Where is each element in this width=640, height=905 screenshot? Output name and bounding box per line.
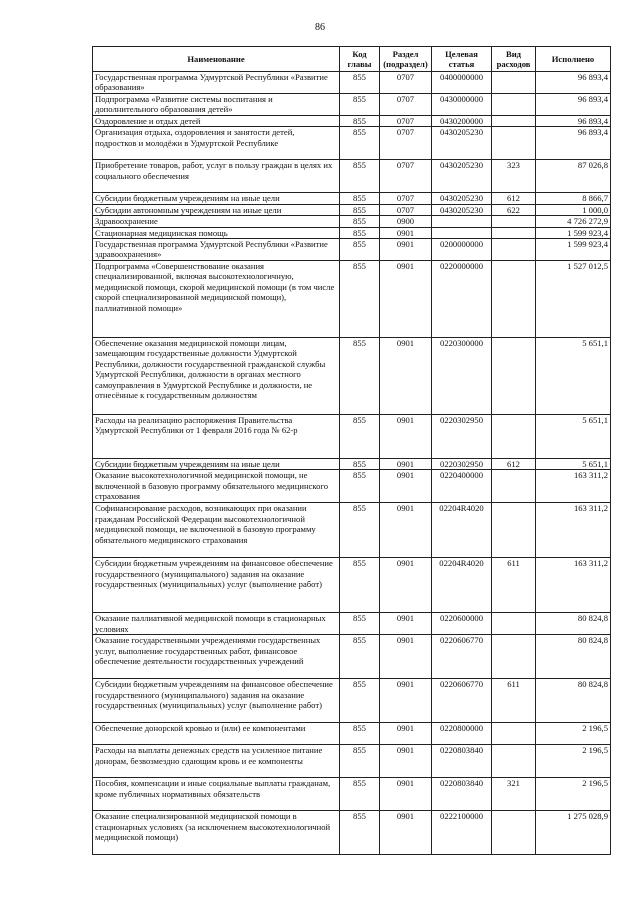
- table-row: [93, 459, 611, 470]
- cell-target: 0430205230: [432, 160, 492, 193]
- cell-section: 0901: [380, 723, 432, 745]
- cell-code: 855: [340, 811, 380, 855]
- cell-name: Оказание высокотехнологичной медицинской помощи, не включенной в базовую программу обязательного медицинского страхования: [93, 470, 340, 503]
- cell-section: 0707: [380, 193, 432, 204]
- cell-name: Государственная программа Удмуртской Республики «Развитие образования»: [93, 72, 340, 94]
- cell-code: 855: [340, 193, 380, 204]
- table-header-row: [93, 47, 611, 72]
- table-row: [93, 227, 611, 238]
- cell-type: [492, 261, 536, 338]
- cell-type: [492, 116, 536, 127]
- cell-exec: 163 311,2: [536, 503, 611, 558]
- cell-target: 0220606770: [432, 635, 492, 679]
- cell-type: [492, 503, 536, 558]
- table-row: [93, 261, 611, 338]
- cell-name: Субсидии бюджетным учреждениям на иные цели: [93, 459, 340, 470]
- cell-type: [492, 811, 536, 855]
- cell-target: 0400000000: [432, 72, 492, 94]
- cell-exec: 96 893,4: [536, 72, 611, 94]
- table-row: [93, 470, 611, 503]
- table-row: [93, 204, 611, 215]
- cell-target: 0430205230: [432, 127, 492, 160]
- cell-target: 0220300000: [432, 338, 492, 415]
- cell-name: Подпрограмма «Развитие системы воспитания и дополнительного образования детей»: [93, 94, 340, 116]
- cell-name: Пособия, компенсации и иные социальные выплаты гражданам, кроме публичных нормативных обязательств: [93, 778, 340, 811]
- budget-table: [92, 46, 611, 855]
- cell-code: 855: [340, 127, 380, 160]
- cell-name: Оказание специализированной медицинской помощи в стационарных условиях (за исключением высокотехнологичной медицинской помощи): [93, 811, 340, 855]
- cell-code: 855: [340, 635, 380, 679]
- header-section: Раздел (подраздел): [380, 47, 432, 72]
- cell-exec: 2 196,5: [536, 723, 611, 745]
- table-row: [93, 679, 611, 723]
- cell-name: Государственная программа Удмуртской Республики «Развитие здравоохранения»: [93, 239, 340, 261]
- cell-name: Обеспечение оказания медицинской помощи лицам, замещающим государственные должности Удмуртской Республики, должности государственной гражданской службы Удмуртской Республики, должности в органах местного самоуправления в Удмуртской Республике и должности, не отнесённые к государственным должностям: [93, 338, 340, 415]
- cell-exec: 96 893,4: [536, 94, 611, 116]
- cell-section: 0901: [380, 635, 432, 679]
- cell-exec: 96 893,4: [536, 127, 611, 160]
- cell-type: [492, 216, 536, 227]
- cell-type: 323: [492, 160, 536, 193]
- cell-section: 0901: [380, 503, 432, 558]
- table-row: [93, 94, 611, 116]
- cell-type: [492, 72, 536, 94]
- cell-target: [432, 227, 492, 238]
- table-row: [93, 160, 611, 193]
- cell-exec: 1 599 923,4: [536, 239, 611, 261]
- cell-section: 0901: [380, 338, 432, 415]
- table-row: [93, 723, 611, 745]
- cell-target: 0220803840: [432, 745, 492, 778]
- table-row: [93, 72, 611, 94]
- cell-target: 02204R4020: [432, 503, 492, 558]
- table-row: [93, 216, 611, 227]
- cell-section: 0901: [380, 227, 432, 238]
- cell-code: 855: [340, 470, 380, 503]
- cell-code: 855: [340, 679, 380, 723]
- cell-code: 855: [340, 239, 380, 261]
- cell-type: [492, 338, 536, 415]
- cell-code: 855: [340, 261, 380, 338]
- cell-section: 0901: [380, 778, 432, 811]
- cell-name: Оказание паллиативной медицинской помощи в стационарных условиях: [93, 613, 340, 635]
- cell-target: 0220600000: [432, 613, 492, 635]
- cell-code: 855: [340, 745, 380, 778]
- table-row: [93, 127, 611, 160]
- cell-section: 0707: [380, 72, 432, 94]
- table-row: [93, 239, 611, 261]
- cell-exec: 5 651,1: [536, 415, 611, 459]
- cell-type: 611: [492, 679, 536, 723]
- cell-code: 855: [340, 216, 380, 227]
- cell-target: 0222100000: [432, 811, 492, 855]
- cell-type: 612: [492, 459, 536, 470]
- table-row: [93, 811, 611, 855]
- cell-name: Стационарная медицинская помощь: [93, 227, 340, 238]
- cell-name: Субсидии бюджетным учреждениям на иные цели: [93, 193, 340, 204]
- cell-exec: 1 000,0: [536, 204, 611, 215]
- cell-section: 0901: [380, 261, 432, 338]
- cell-exec: 1 599 923,4: [536, 227, 611, 238]
- cell-exec: 5 651,1: [536, 459, 611, 470]
- cell-exec: 1 527 012,5: [536, 261, 611, 338]
- page-number: 86: [315, 22, 325, 33]
- cell-target: 0430205230: [432, 204, 492, 215]
- cell-code: 855: [340, 415, 380, 459]
- cell-code: 855: [340, 558, 380, 613]
- cell-name: Приобретение товаров, работ, услуг в пользу граждан в целях их социального обеспечения: [93, 160, 340, 193]
- header-code: Код главы: [340, 47, 380, 72]
- header-type: Вид расходов: [492, 47, 536, 72]
- table-row: [93, 415, 611, 459]
- cell-target: 0220800000: [432, 723, 492, 745]
- cell-code: 855: [340, 227, 380, 238]
- table-row: [93, 613, 611, 635]
- cell-name: Субсидии бюджетным учреждениям на финансовое обеспечение государственного (муниципального) задания на оказание государственных (муниципальных) услуг (выполнение работ): [93, 679, 340, 723]
- cell-name: Субсидии бюджетным учреждениям на финансовое обеспечение государственного (муниципального) задания на оказание государственных (муниципальных) услуг (выполнение работ): [93, 558, 340, 613]
- cell-type: [492, 227, 536, 238]
- cell-target: 0220000000: [432, 261, 492, 338]
- cell-section: 0901: [380, 415, 432, 459]
- cell-type: [492, 635, 536, 679]
- cell-name: Расходы на реализацию распоряжения Правительства Удмуртской Республики от 1 февраля 2016 года № 62-р: [93, 415, 340, 459]
- cell-type: [492, 127, 536, 160]
- cell-section: 0900: [380, 216, 432, 227]
- cell-exec: 4 726 272,9: [536, 216, 611, 227]
- header-name: Наименование: [93, 47, 340, 72]
- cell-section: 0707: [380, 94, 432, 116]
- cell-target: [432, 216, 492, 227]
- cell-target: 02204R4020: [432, 558, 492, 613]
- cell-target: 0430000000: [432, 94, 492, 116]
- cell-exec: 2 196,5: [536, 745, 611, 778]
- cell-type: [492, 470, 536, 503]
- cell-name: Здравоохранение: [93, 216, 340, 227]
- cell-section: 0901: [380, 558, 432, 613]
- cell-code: 855: [340, 778, 380, 811]
- cell-exec: 80 824,8: [536, 679, 611, 723]
- cell-code: 855: [340, 503, 380, 558]
- table-row: [93, 193, 611, 204]
- table-row: [93, 116, 611, 127]
- cell-target: 0200000000: [432, 239, 492, 261]
- cell-exec: 163 311,2: [536, 558, 611, 613]
- cell-section: 0901: [380, 613, 432, 635]
- cell-code: 855: [340, 613, 380, 635]
- cell-section: 0901: [380, 239, 432, 261]
- cell-exec: 80 824,8: [536, 635, 611, 679]
- cell-name: Оздоровление и отдых детей: [93, 116, 340, 127]
- cell-name: Организация отдыха, оздоровления и занятости детей, подростков и молодёжи в Удмуртской Республике: [93, 127, 340, 160]
- cell-type: [492, 94, 536, 116]
- cell-section: 0901: [380, 459, 432, 470]
- cell-name: Расходы на выплаты денежных средств на усиленное питание донорам, безвозмездно сдающим кровь и ее компоненты: [93, 745, 340, 778]
- cell-target: 0220302950: [432, 459, 492, 470]
- cell-name: Оказание государственными учреждениями государственных услуг, выполнение государственных работ, финансовое обеспечение деятельности государственных учреждений: [93, 635, 340, 679]
- cell-type: 611: [492, 558, 536, 613]
- cell-code: 855: [340, 459, 380, 470]
- cell-name: Обеспечение донорской кровью и (или) ее компонентами: [93, 723, 340, 745]
- cell-section: 0901: [380, 745, 432, 778]
- cell-exec: 8 866,7: [536, 193, 611, 204]
- cell-target: 0220803840: [432, 778, 492, 811]
- cell-target: 0220400000: [432, 470, 492, 503]
- cell-exec: 163 311,2: [536, 470, 611, 503]
- cell-target: 0220606770: [432, 679, 492, 723]
- cell-section: 0707: [380, 204, 432, 215]
- table-row: [93, 503, 611, 558]
- cell-code: 855: [340, 116, 380, 127]
- header-exec: Исполнено: [536, 47, 611, 72]
- table-row: [93, 338, 611, 415]
- cell-exec: 2 196,5: [536, 778, 611, 811]
- cell-section: 0901: [380, 679, 432, 723]
- cell-code: 855: [340, 338, 380, 415]
- cell-type: [492, 723, 536, 745]
- table-row: [93, 778, 611, 811]
- cell-name: Субсидии автономным учреждениям на иные цели: [93, 204, 340, 215]
- cell-section: 0707: [380, 160, 432, 193]
- cell-exec: 96 893,4: [536, 116, 611, 127]
- cell-exec: 87 026,8: [536, 160, 611, 193]
- cell-code: 855: [340, 723, 380, 745]
- cell-type: 321: [492, 778, 536, 811]
- table-row: [93, 635, 611, 679]
- cell-code: 855: [340, 72, 380, 94]
- cell-exec: 80 824,8: [536, 613, 611, 635]
- cell-exec: 1 275 028,9: [536, 811, 611, 855]
- cell-type: [492, 415, 536, 459]
- table-row: [93, 558, 611, 613]
- cell-target: 0430200000: [432, 116, 492, 127]
- cell-target: 0430205230: [432, 193, 492, 204]
- table-row: [93, 745, 611, 778]
- cell-name: Софинансирование расходов, возникающих при оказании гражданам Российской Федерации высокотехнологичной медицинской помощи, не включенной в базовую программу обязательного медицинского страхования: [93, 503, 340, 558]
- cell-section: 0707: [380, 116, 432, 127]
- cell-type: 612: [492, 193, 536, 204]
- cell-name: Подпрограмма «Совершенствование оказания специализированной, включая высокотехнологичную, медицинской помощи, скорой медицинской помощи (в том числе скорой специализированной медицинской помощи), паллиативной помощи»: [93, 261, 340, 338]
- cell-code: 855: [340, 204, 380, 215]
- cell-type: [492, 613, 536, 635]
- cell-code: 855: [340, 160, 380, 193]
- cell-exec: 5 651,1: [536, 338, 611, 415]
- cell-type: [492, 239, 536, 261]
- cell-code: 855: [340, 94, 380, 116]
- header-target: Целевая статья: [432, 47, 492, 72]
- cell-section: 0707: [380, 127, 432, 160]
- cell-section: 0901: [380, 470, 432, 503]
- cell-type: [492, 745, 536, 778]
- cell-section: 0901: [380, 811, 432, 855]
- cell-target: 0220302950: [432, 415, 492, 459]
- cell-type: 622: [492, 204, 536, 215]
